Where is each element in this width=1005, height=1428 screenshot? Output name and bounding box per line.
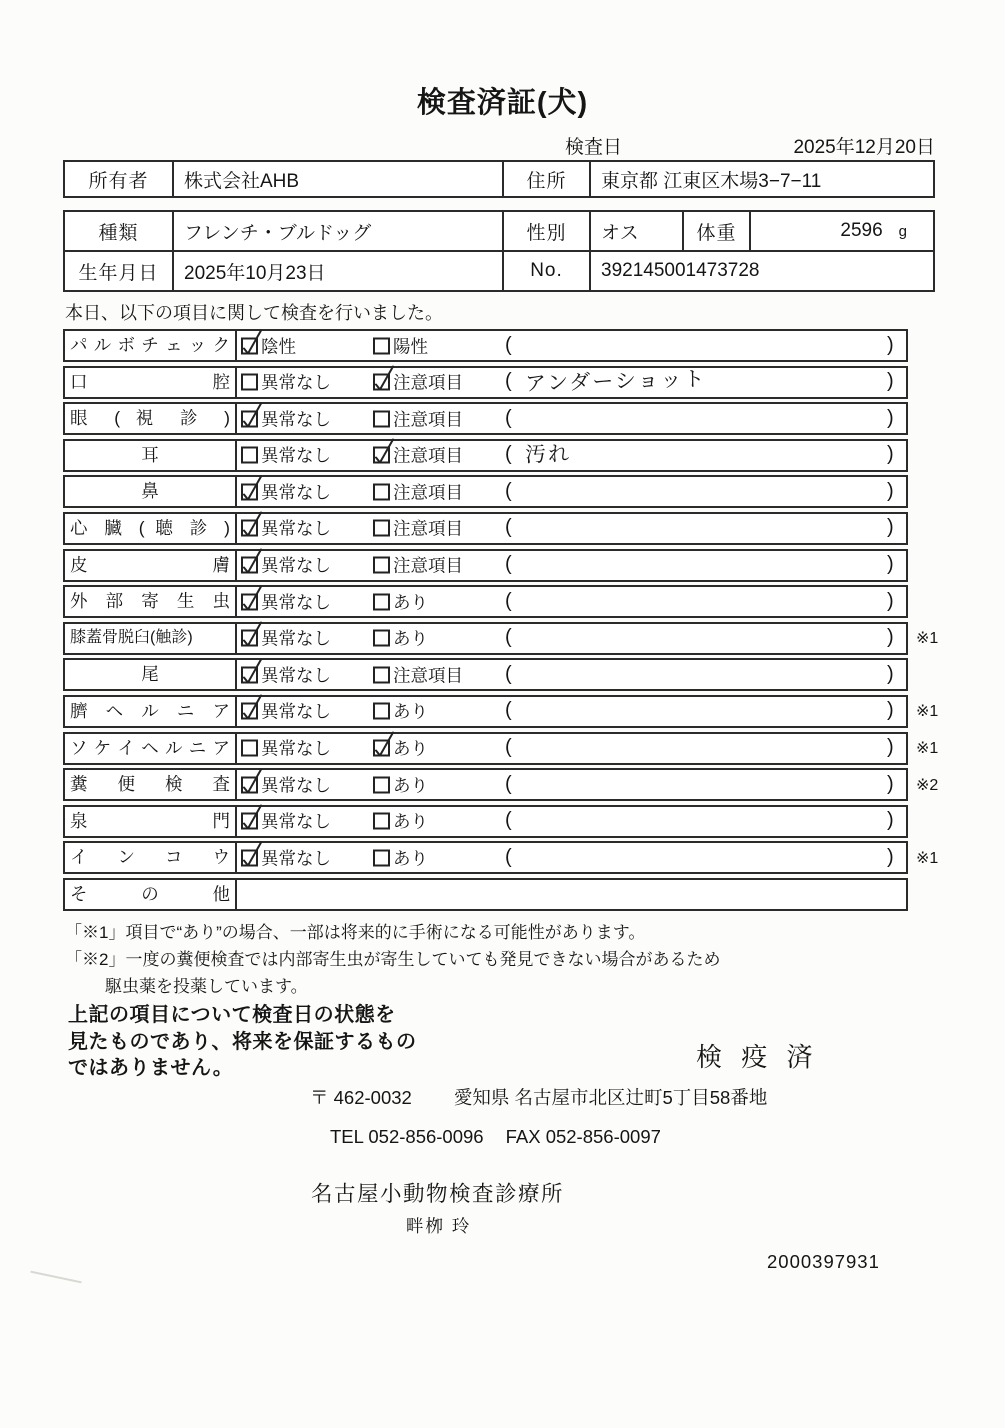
- row-label: イ ン コ ウ: [65, 843, 237, 872]
- option-1: [241, 662, 331, 687]
- id-number-value: 392145001473728: [589, 252, 933, 290]
- postal-code: 〒 462-0032: [310, 1087, 412, 1108]
- option-label: 異常なし: [261, 701, 331, 722]
- checkbox-checked-icon: [241, 557, 258, 574]
- option-1: [241, 479, 331, 504]
- option-label: 異常なし: [261, 811, 331, 832]
- paren-open: (: [505, 333, 512, 356]
- check-mark-icon: [238, 765, 266, 797]
- option-label: 異常なし: [261, 555, 331, 576]
- checkbox-checked-icon: [241, 813, 258, 830]
- clinic-postal-address: [310, 1084, 767, 1110]
- checklist-row: [63, 512, 908, 545]
- option-2: [373, 370, 463, 395]
- check-mark-icon: [238, 326, 266, 358]
- option-1: [241, 333, 296, 358]
- exam-date-label: 検査日: [565, 137, 623, 158]
- checklist-row: [63, 402, 908, 435]
- option-1: [241, 553, 331, 578]
- option-2: [373, 406, 463, 431]
- option-label: 異常なし: [261, 372, 331, 393]
- paren-close: ): [887, 589, 894, 612]
- exam-date-value: 2025年12月20日: [793, 137, 935, 158]
- row-label: 鼻: [65, 477, 237, 506]
- option-label: あり: [393, 775, 428, 796]
- option-label: あり: [393, 701, 428, 722]
- option-1: [241, 699, 331, 724]
- paren-close: ): [887, 699, 894, 722]
- id-number-label: No.: [502, 252, 589, 290]
- option-2: [373, 699, 428, 724]
- row-label: 口 腔: [65, 368, 237, 397]
- paren-open: (: [505, 443, 512, 466]
- checkbox-icon: [373, 776, 390, 793]
- checkbox-checked-icon: [241, 666, 258, 683]
- checkbox-checked-icon: [373, 374, 390, 391]
- option-label: 異常なし: [261, 482, 331, 503]
- clinic-address: 愛知県 名古屋市北区辻町5丁目58番地: [453, 1087, 768, 1108]
- checklist-row: [63, 732, 939, 765]
- option-1: [241, 443, 331, 468]
- check-mark-icon: [238, 472, 266, 504]
- option-2: [373, 772, 428, 797]
- check-mark-icon: [238, 619, 266, 651]
- option-2: [373, 479, 463, 504]
- check-mark-icon: [238, 399, 266, 431]
- row-label: ソ ケ イ ヘ ル ニ ア: [65, 734, 237, 763]
- option-label: 注意項目: [393, 445, 463, 466]
- option-1: [241, 626, 331, 651]
- option-2: [373, 553, 463, 578]
- paren-open: (: [505, 553, 512, 576]
- paren-open: (: [505, 626, 512, 649]
- owner-value: 株式会社AHB: [172, 162, 502, 196]
- option-label: 注意項目: [393, 665, 463, 686]
- checklist-row: [63, 585, 908, 618]
- option-label: あり: [393, 628, 428, 649]
- check-mark-icon: [238, 838, 266, 870]
- paren-open: (: [505, 662, 512, 685]
- paren-close: ): [887, 479, 894, 502]
- paren-close: ): [887, 370, 894, 393]
- option-label: 陰性: [261, 336, 296, 356]
- checkbox-icon: [373, 813, 390, 830]
- option-label: あり: [393, 592, 428, 613]
- disclaimer-line-1: 上記の項目について検査日の状態を: [68, 1004, 396, 1026]
- footnote-2: 「※2」一度の糞便検査では内部寄生虫が寄生していても発見できない場合があるため: [65, 950, 721, 969]
- option-label: 注意項目: [393, 482, 463, 503]
- checklist-row: [63, 622, 939, 655]
- handwritten-note: 汚れ: [524, 442, 572, 468]
- intro-sentence: 本日、以下の項目に関して検査を行いました。: [65, 303, 443, 323]
- option-label: 注意項目: [393, 518, 463, 539]
- row-label: 膝蓋骨脱臼(触診): [65, 624, 237, 653]
- option-2: [373, 809, 428, 834]
- paren-open: (: [505, 516, 512, 539]
- paren-open: (: [505, 699, 512, 722]
- address-label: 住所: [502, 162, 589, 196]
- clinic-tel: TEL 052-856-0096: [330, 1126, 484, 1147]
- clinic-tel-fax: [330, 1126, 661, 1148]
- paren-open: (: [505, 772, 512, 795]
- checkbox-checked-icon: [241, 630, 258, 647]
- option-2: [373, 845, 428, 870]
- checkbox-icon: [241, 374, 258, 391]
- option-label: 異常なし: [261, 409, 331, 430]
- row-label: 心 臓 ( 聴 診 ): [65, 514, 237, 543]
- check-mark-icon: [370, 363, 398, 395]
- checkbox-checked-icon: [241, 703, 258, 720]
- row-label: 臍 ヘ ル ニ ア: [65, 697, 237, 726]
- footnote-marker: ※1: [916, 849, 939, 867]
- clinic-name: 名古屋小動物検査診療所: [311, 1182, 565, 1206]
- option-2: [373, 443, 463, 468]
- checkbox-checked-icon: [241, 776, 258, 793]
- inspection-checklist: [63, 329, 939, 915]
- owner-table: [63, 160, 935, 198]
- checklist-row: [63, 841, 939, 874]
- checklist-row: [63, 658, 908, 691]
- option-label: 異常なし: [261, 445, 331, 466]
- paren-open: (: [505, 809, 512, 832]
- option-label: あり: [393, 738, 428, 759]
- checkbox-icon: [241, 447, 258, 464]
- option-1: [241, 370, 331, 395]
- option-1: [241, 809, 331, 834]
- checklist-row: [63, 768, 939, 801]
- option-1: [241, 589, 331, 614]
- checkbox-checked-icon: [373, 447, 390, 464]
- serial-number: 2000397931: [767, 1251, 880, 1272]
- checkbox-checked-icon: [241, 410, 258, 427]
- option-label: あり: [393, 848, 428, 869]
- row-label: そ の 他: [65, 880, 237, 909]
- option-1: [241, 406, 331, 431]
- option-label: 異常なし: [261, 665, 331, 686]
- paren-close: ): [887, 809, 894, 832]
- checkbox-icon: [373, 410, 390, 427]
- checklist-row: [63, 695, 939, 728]
- checkbox-icon: [373, 849, 390, 866]
- checkbox-icon: [373, 337, 390, 354]
- checkbox-checked-icon: [241, 593, 258, 610]
- option-2: [373, 736, 428, 761]
- sex-value: オス: [589, 212, 682, 250]
- checkbox-icon: [373, 666, 390, 683]
- option-label: 陽性: [393, 336, 428, 356]
- clinic-fax: FAX 052-856-0097: [505, 1126, 661, 1147]
- option-label: 異常なし: [261, 628, 331, 649]
- owner-label: 所有者: [88, 170, 149, 192]
- checklist-row: [63, 329, 908, 362]
- quarantine-passed-stamp: 検 疫 済: [696, 1042, 819, 1072]
- disclaimer-line-2: 見たものであり、将来を保証するもの: [68, 1030, 417, 1053]
- option-label: 異常なし: [261, 848, 331, 869]
- breed-label: 種類: [98, 222, 139, 244]
- checklist-row: [63, 805, 908, 838]
- option-2: [373, 589, 428, 614]
- disclaimer: [68, 1002, 417, 1082]
- option-label: 注意項目: [393, 555, 463, 576]
- checkbox-checked-icon: [241, 337, 258, 354]
- document-title: 検査済証(犬): [416, 87, 589, 119]
- option-2: [373, 626, 428, 651]
- paren-close: ): [887, 662, 894, 685]
- footnote-2-continued: 駆虫薬を投薬しています。: [105, 977, 308, 996]
- birthdate-label: 生年月日: [78, 262, 159, 284]
- row-label: 耳: [65, 441, 237, 470]
- paren-open: (: [505, 370, 512, 393]
- footnotes: [65, 919, 720, 1000]
- check-mark-icon: [238, 546, 266, 578]
- checkbox-checked-icon: [373, 740, 390, 757]
- row-label: 尾: [65, 660, 237, 689]
- option-2: [373, 516, 463, 541]
- row-label: 泉 門: [65, 807, 237, 836]
- option-1: [241, 845, 331, 870]
- paren-close: ): [887, 626, 894, 649]
- handwritten-note: アンダーショット: [524, 367, 707, 396]
- row-label: 眼 ( 視 診 ): [65, 404, 237, 433]
- sex-label: 性別: [502, 212, 589, 250]
- option-1: [241, 772, 331, 797]
- pet-info-table: [63, 210, 935, 292]
- paren-close: ): [887, 333, 894, 356]
- check-mark-icon: [238, 692, 266, 724]
- footnote-marker: ※2: [916, 776, 939, 794]
- option-1: [241, 516, 331, 541]
- option-label: 注意項目: [393, 372, 463, 393]
- check-mark-icon: [238, 509, 266, 541]
- checkbox-icon: [373, 703, 390, 720]
- paren-close: ): [887, 736, 894, 759]
- option-label: 異常なし: [261, 592, 331, 613]
- option-1: [241, 736, 331, 761]
- paren-open: (: [505, 479, 512, 502]
- check-mark-icon: [238, 802, 266, 834]
- address-value: 東京都 江東区木場3−7−11: [589, 162, 933, 196]
- check-mark-icon: [370, 729, 398, 761]
- paren-open: (: [505, 406, 512, 429]
- exam-date-row: [565, 132, 935, 159]
- option-2: [373, 333, 428, 358]
- option-label: 異常なし: [261, 738, 331, 759]
- check-mark-icon: [370, 436, 398, 468]
- paren-close: ): [887, 443, 894, 466]
- disclaimer-line-3: ではありません。: [68, 1057, 234, 1079]
- checkbox-checked-icon: [241, 849, 258, 866]
- row-label: 糞 便 検 査: [65, 770, 237, 799]
- checkbox-icon: [373, 557, 390, 574]
- checkbox-icon: [373, 483, 390, 500]
- checkbox-checked-icon: [241, 483, 258, 500]
- weight-unit: g: [898, 222, 907, 240]
- check-mark-icon: [238, 655, 266, 687]
- scan-artifact: [30, 1271, 81, 1284]
- checkbox-icon: [373, 593, 390, 610]
- option-label: あり: [393, 811, 428, 832]
- checkbox-icon: [241, 740, 258, 757]
- checklist-row: [63, 439, 908, 472]
- birthdate-value: 2025年10月23日: [172, 252, 502, 290]
- paren-close: ): [887, 845, 894, 868]
- option-label: 異常なし: [261, 518, 331, 539]
- footnote-1: 「※1」項目で“あり”の場合、一部は将来的に手術になる可能性があります。: [65, 923, 646, 942]
- paren-close: ): [887, 772, 894, 795]
- paren-close: ): [887, 406, 894, 429]
- option-label: 注意項目: [393, 409, 463, 430]
- footnote-marker: ※1: [916, 740, 939, 758]
- checkbox-icon: [373, 630, 390, 647]
- paren-close: ): [887, 516, 894, 539]
- weight-label: 体重: [682, 212, 749, 250]
- checkbox-icon: [373, 520, 390, 537]
- row-label: 皮 膚: [65, 551, 237, 580]
- option-label: 異常なし: [261, 775, 331, 796]
- veterinarian-name: 畔栁 玲: [406, 1216, 472, 1236]
- checklist-row: [63, 366, 908, 399]
- row-label: パ ル ボ チ ェ ッ ク: [65, 331, 237, 360]
- breed-value: フレンチ・ブルドッグ: [172, 212, 502, 250]
- footnote-marker: ※1: [916, 703, 939, 721]
- option-2: [373, 662, 463, 687]
- paren-close: ): [887, 553, 894, 576]
- checkbox-checked-icon: [241, 520, 258, 537]
- row-label: 外 部 寄 生 虫: [65, 587, 237, 616]
- paren-open: (: [505, 845, 512, 868]
- checklist-row: [63, 878, 908, 911]
- paren-open: (: [505, 589, 512, 612]
- check-mark-icon: [238, 582, 266, 614]
- checklist-row: [63, 549, 908, 582]
- checklist-row: [63, 475, 908, 508]
- paren-open: (: [505, 736, 512, 759]
- weight-value: 2596 g: [749, 212, 933, 250]
- footnote-marker: ※1: [916, 630, 939, 648]
